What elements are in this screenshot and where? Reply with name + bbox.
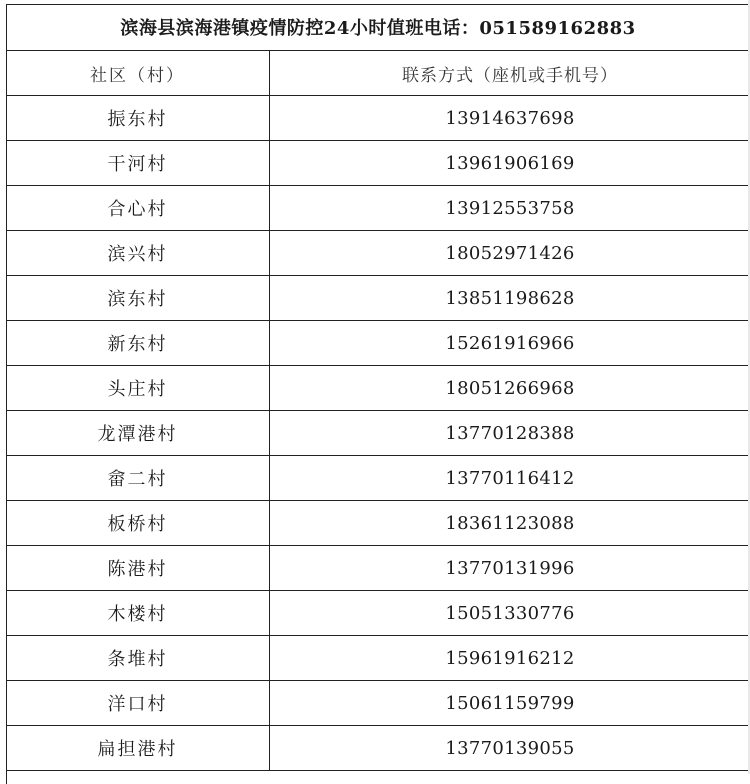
table-row — [6, 456, 750, 501]
community-name-cell: 龙潭港村 — [6, 411, 270, 455]
table-row — [6, 411, 750, 456]
page-title: 滨海县滨海港镇疫情防控24小时值班电话：051589162883 — [120, 18, 636, 39]
column-header-community: 社区（村） — [6, 51, 270, 95]
community-name-cell: 干河村 — [6, 141, 270, 185]
phone-number-cell: 18051266968 — [445, 377, 575, 399]
community-name-cell: 头庄村 — [6, 366, 270, 410]
table-row — [6, 141, 750, 186]
phone-number-cell: 15961916212 — [445, 647, 575, 669]
community-name-cell: 洋口村 — [6, 681, 270, 725]
table-row — [6, 321, 750, 366]
table-row — [6, 546, 750, 591]
community-name-cell: 新东村 — [6, 321, 270, 365]
phone-number-cell: 13770116412 — [445, 467, 575, 489]
community-name-cell: 陈港村 — [6, 546, 270, 590]
phone-number-cell: 15261916966 — [445, 332, 575, 354]
table-row — [6, 501, 750, 546]
phone-number-cell: 13770131996 — [445, 557, 575, 579]
table-row — [6, 726, 750, 771]
community-name-cell: 扁担港村 — [6, 726, 270, 770]
table-row — [6, 591, 750, 636]
table-row — [6, 276, 750, 321]
table-row — [6, 636, 750, 681]
phone-number-cell: 18361123088 — [445, 512, 575, 534]
table-row — [6, 366, 750, 411]
phone-number-cell: 13912553758 — [445, 197, 575, 219]
phone-number-cell: 13770139055 — [445, 737, 575, 759]
phone-number-cell: 18052971426 — [445, 242, 575, 264]
community-name-cell: 条堆村 — [6, 636, 270, 680]
community-name-cell: 振东村 — [6, 96, 270, 140]
community-name-cell: 滨东村 — [6, 276, 270, 320]
community-name-cell: 畲二村 — [6, 456, 270, 500]
phone-number-cell: 13851198628 — [445, 287, 575, 309]
community-name-cell: 板桥村 — [6, 501, 270, 545]
table-row — [6, 231, 750, 276]
phone-number-cell: 13770128388 — [445, 422, 575, 444]
table-header-row — [6, 51, 750, 96]
table-title-row — [6, 4, 750, 51]
table-body — [6, 96, 750, 771]
community-name-cell: 滨兴村 — [6, 231, 270, 275]
community-name-cell: 合心村 — [6, 186, 270, 230]
community-name-cell: 木楼村 — [6, 591, 270, 635]
phone-number-cell: 15061159799 — [445, 692, 575, 714]
table-row — [6, 96, 750, 141]
column-header-contact: 联系方式（座机或手机号） — [402, 65, 618, 86]
table-row — [6, 186, 750, 231]
contact-table — [6, 51, 750, 771]
table-row — [6, 681, 750, 726]
phone-number-cell: 13914637698 — [445, 107, 575, 129]
phone-number-cell: 15051330776 — [445, 602, 575, 624]
phone-number-cell: 13961906169 — [445, 152, 575, 174]
